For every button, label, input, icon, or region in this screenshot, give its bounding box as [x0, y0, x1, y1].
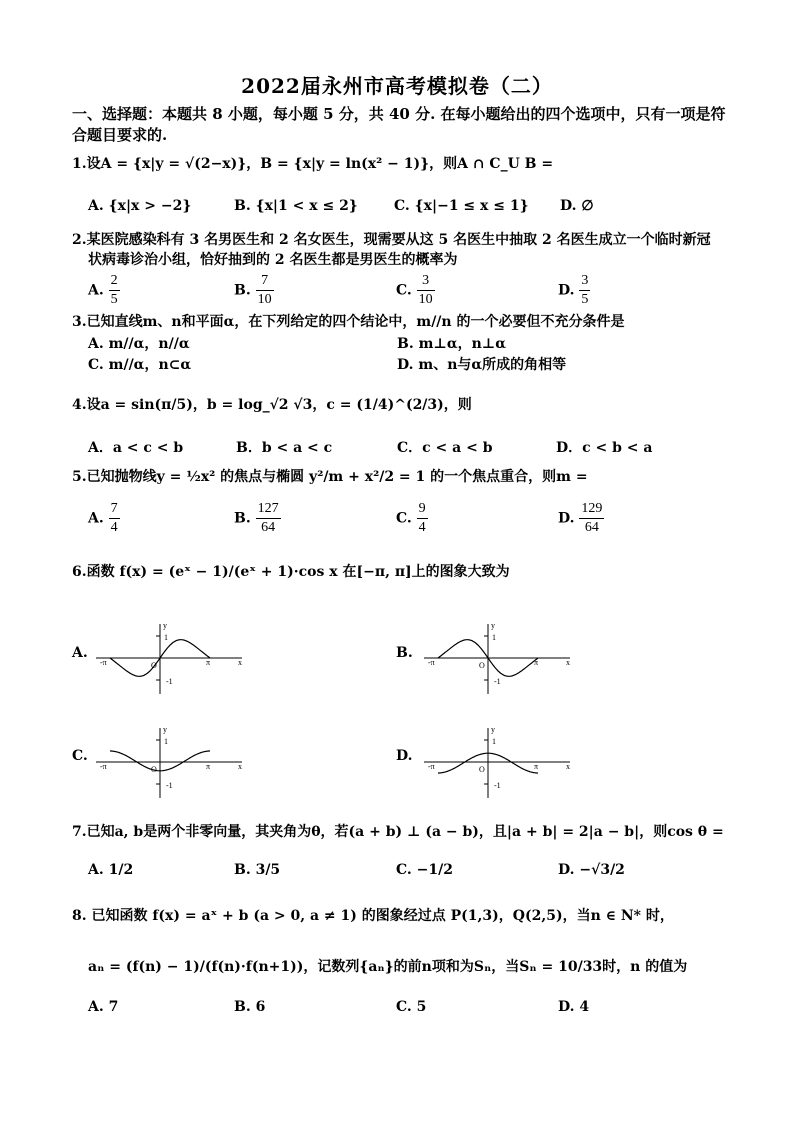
- neg-one-label: -1: [166, 677, 173, 686]
- pi-label: π: [534, 658, 539, 667]
- q5-option-a-fraction: [109, 500, 120, 537]
- x-label: x: [566, 658, 570, 667]
- q6-graph-a: [92, 618, 252, 698]
- q8-option-b: B. 6: [234, 999, 266, 1015]
- q1-option-a: A. {x|x > −2}: [88, 198, 192, 214]
- q2-c-num: 3: [417, 272, 435, 291]
- origin-label: O: [479, 765, 485, 774]
- q6-option-d-label: D.: [396, 748, 413, 764]
- q5-option-d-fraction: [579, 500, 604, 537]
- y-label: y: [163, 621, 167, 630]
- q2-c-den: 10: [418, 292, 433, 307]
- question-3-stem: 3.已知直线m、n和平面α，在下列给定的四个结论中，m//n 的一个必要但不充分条件是: [72, 314, 625, 330]
- q2-stem-line2: 状病毒诊治小组，恰好抽到的 2 名医生都是男医生的概率为: [88, 252, 458, 268]
- question-2-stem: [72, 230, 742, 270]
- q5-d-den: 64: [584, 520, 599, 535]
- q5-option-c: [396, 500, 428, 537]
- q1-option-d: D. ∅: [560, 198, 594, 214]
- q5-option-a-label: A.: [88, 510, 104, 527]
- question-5-stem: 5.已知抛物线y = ½x² 的焦点与椭圆 y²/m + x²/2 = 1 的一个焦点重合，则m =: [72, 469, 588, 485]
- q2-d-num: 3: [579, 272, 590, 291]
- q6-graph-d: [420, 722, 580, 802]
- q2-d-den: 5: [581, 292, 589, 307]
- q2-option-d-fraction: [579, 272, 590, 309]
- q6-graph-c: [92, 722, 252, 802]
- q5-option-b-label: B.: [234, 510, 251, 527]
- x-label: x: [238, 658, 242, 667]
- q2-option-a-label: A.: [88, 282, 104, 299]
- q5-a-num: 7: [109, 500, 120, 519]
- question-4-stem: 4.设a = sin(π/5)，b = log_√2 √3，c = (1/4)^(2/3)，则: [72, 397, 472, 413]
- neg-pi-label: -π: [428, 762, 435, 771]
- q3-option-d: D. m、n与α所成的角相等: [397, 357, 567, 373]
- one-label: 1: [164, 737, 168, 746]
- question-8-stem-line2: aₙ = (f(n) − 1)/(f(n)·f(n+1))，记数列{aₙ}的前n项和为Sₙ，当Sₙ = 10/33时，n 的值为: [88, 959, 688, 975]
- neg-one-label: -1: [166, 781, 173, 790]
- q5-option-c-fraction: [417, 500, 428, 537]
- origin-label: O: [151, 661, 157, 670]
- q2-a-num: 2: [109, 272, 120, 291]
- q5-option-b-fraction: [256, 500, 281, 537]
- origin-label: O: [479, 661, 485, 670]
- q7-option-d: D. −√3/2: [558, 862, 625, 878]
- q7-option-b: B. 3/5: [234, 862, 281, 878]
- pi-label: π: [206, 762, 211, 771]
- section-heading: 一、选择题：本题共 8 小题，每小题 5 分，共 40 分. 在每小题给出的四个选项中，只有一项是符合题目要求的.: [72, 105, 726, 144]
- neg-pi-label: -π: [100, 762, 107, 771]
- y-label: y: [491, 725, 495, 734]
- q5-option-b: [234, 500, 281, 537]
- q2-b-num: 7: [256, 272, 274, 291]
- question-1-stem: 1.设A = {x|y = √(2−x)}，B = {x|y = ln(x² − 1)}，则A ∩ C_U B =: [72, 156, 554, 172]
- q3-option-b: B. m⊥α，n⊥α: [397, 336, 506, 352]
- q5-option-c-label: C.: [396, 510, 412, 527]
- q5-option-d-label: D.: [558, 510, 575, 527]
- neg-one-label: -1: [494, 677, 501, 686]
- x-label: x: [238, 762, 242, 771]
- q3-option-a: A. m//α，n//α: [88, 336, 190, 352]
- question-7-stem: 7.已知a, b是两个非零向量，其夹角为θ，若(a + b) ⊥ (a − b)，且|a + b| = 2|a − b|，则cos θ =: [72, 824, 724, 840]
- q2-option-a-fraction: [109, 272, 120, 309]
- q2-option-b: [234, 272, 274, 309]
- q4-option-c: C．c < a < b: [397, 440, 493, 456]
- q4-option-a: A．a < c < b: [88, 440, 184, 456]
- q5-option-a: [88, 500, 120, 537]
- q2-option-d: [558, 272, 590, 309]
- q2-option-c-fraction: [417, 272, 435, 309]
- q2-stem-line1: 2.某医院感染科有 3 名男医生和 2 名女医生，现需要从这 5 名医生中抽取 2 名医生成立一个临时新冠: [72, 232, 711, 248]
- q4-option-b: B．b < a < c: [236, 440, 333, 456]
- q3-option-c: C. m//α，n⊂α: [88, 357, 192, 373]
- pi-label: π: [534, 762, 539, 771]
- q5-a-den: 4: [110, 520, 118, 535]
- q5-b-den: 64: [261, 520, 276, 535]
- y-label: y: [163, 725, 167, 734]
- q5-c-num: 9: [417, 500, 428, 519]
- q8-option-a: A. 7: [88, 999, 119, 1015]
- one-label: 1: [492, 737, 496, 746]
- q2-option-c: [396, 272, 435, 309]
- q2-option-b-label: B.: [234, 282, 251, 299]
- q2-option-a: [88, 272, 120, 309]
- q2-option-c-label: C.: [396, 282, 412, 299]
- q8-option-d: D. 4: [558, 999, 590, 1015]
- neg-pi-label: -π: [100, 658, 107, 667]
- page-title: 2022届永州市高考模拟卷（二）: [241, 74, 553, 98]
- question-8-stem: 8. 已知函数 f(x) = aˣ + b (a > 0, a ≠ 1) 的图象经过点 P(1,3)，Q(2,5)，当n ∈ N* 时，: [72, 908, 674, 924]
- q8-option-c: C. 5: [396, 999, 427, 1015]
- neg-pi-label: -π: [428, 658, 435, 667]
- one-label: 1: [164, 633, 168, 642]
- q6-option-a-label: A.: [72, 645, 88, 661]
- pi-label: π: [206, 658, 211, 667]
- q4-option-d: D．c < b < a: [556, 440, 653, 456]
- q5-c-den: 4: [418, 520, 426, 535]
- q5-d-num: 129: [579, 500, 604, 519]
- q1-option-c: C. {x|−1 ≤ x ≤ 1}: [394, 198, 529, 214]
- q5-option-d: [558, 500, 604, 537]
- q2-option-b-fraction: [256, 272, 274, 309]
- one-label: 1: [492, 633, 496, 642]
- q6-option-b-label: B.: [396, 645, 413, 661]
- q1-option-b: B. {x|1 < x ≤ 2}: [234, 198, 358, 214]
- y-label: y: [491, 621, 495, 630]
- q2-b-den: 10: [257, 292, 272, 307]
- q6-option-c-label: C.: [72, 748, 88, 764]
- x-label: x: [566, 762, 570, 771]
- neg-one-label: -1: [494, 781, 501, 790]
- origin-label: O: [151, 765, 157, 774]
- q7-option-a: A. 1/2: [88, 862, 134, 878]
- question-6-stem: 6.函数 f(x) = (eˣ − 1)/(eˣ + 1)·cos x 在[−π, π]上的图象大致为: [72, 564, 510, 580]
- q5-b-num: 127: [256, 500, 281, 519]
- q7-option-c: C. −1/2: [396, 862, 453, 878]
- q2-option-d-label: D.: [558, 282, 575, 299]
- q2-a-den: 5: [110, 292, 118, 307]
- q6-graph-b: [420, 618, 580, 698]
